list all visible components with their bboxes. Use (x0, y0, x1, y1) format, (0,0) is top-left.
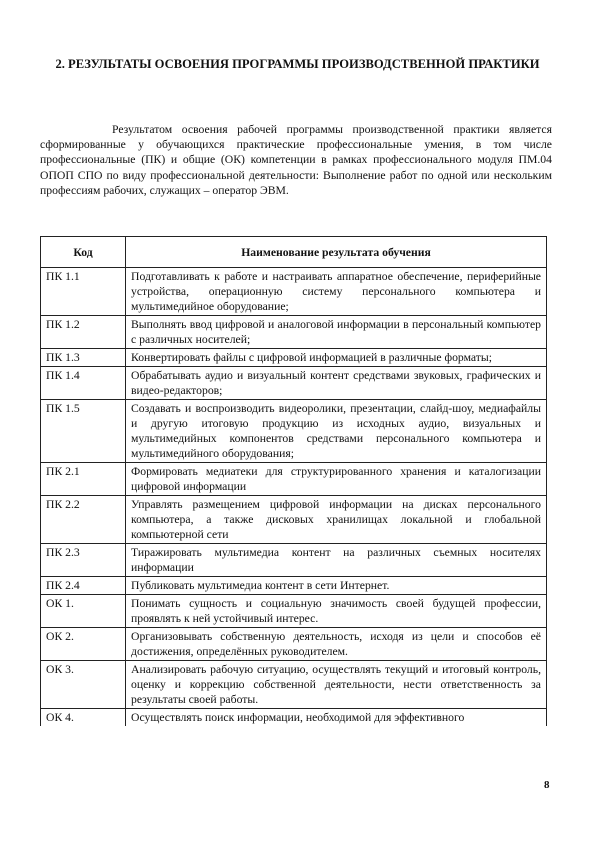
row-code: ОК 2. (41, 628, 126, 661)
header-name: Наименование результата обучения (126, 237, 547, 268)
row-code: ОК 3. (41, 661, 126, 709)
row-code: ПК 2.3 (41, 544, 126, 577)
row-description: Выполнять ввод цифровой и аналоговой информации в персональный компьютер с различных носителей; (126, 316, 547, 349)
row-code: ПК 1.5 (41, 400, 126, 463)
table-row (41, 268, 547, 316)
table-row (41, 463, 547, 496)
table-row (41, 709, 547, 727)
section-title: 2. РЕЗУЛЬТАТЫ ОСВОЕНИЯ ПРОГРАММЫ ПРОИЗВОДСТВЕННОЙ ПРАКТИКИ (55, 57, 540, 71)
row-description: Обрабатывать аудио и визуальный контент средствами звуковых, графических и видео-редакторов; (126, 367, 547, 400)
table-row (41, 577, 547, 595)
row-description: Организовывать собственную деятельность, исходя из цели и способов её достижения, определённых руководителем. (126, 628, 547, 661)
table-row (41, 595, 547, 628)
page-number: 8 (544, 779, 550, 791)
row-code: ПК 1.4 (41, 367, 126, 400)
row-code: ПК 2.2 (41, 496, 126, 544)
intro-paragraph (40, 122, 552, 198)
row-description: Понимать сущность и социальную значимость своей будущей профессии, проявлять к ней устойчивый интерес. (126, 595, 547, 628)
table-row (41, 496, 547, 544)
table-row (41, 316, 547, 349)
row-description: Тиражировать мультимедиа контент на различных съемных носителях информации (126, 544, 547, 577)
row-description: Управлять размещением цифровой информации на дисках персонального компьютера, а также дисковых хранилищах локальной и глобальной компьютерной сети (126, 496, 547, 544)
row-description: Осуществлять поиск информации, необходимой для эффективного (126, 709, 547, 727)
row-code: ОК 1. (41, 595, 126, 628)
intro-text: Результатом освоения рабочей программы производственной практики является сформированные у обучающихся практические профессиональные умения, в том числе профессиональные (ПК) и общие (ОК) компетенции в рамках профессионального модуля ПМ.04 ОПОП СПО по виду профессиональной деятельности: Выполнение работ по одной или нескольким профессиям рабочих, служащих – оператор ЭВМ. (40, 123, 552, 197)
row-description: Подготавливать к работе и настраивать аппаратное обеспечение, периферийные устройства, операционную систему персонального компьютера и мультимедийное оборудование; (126, 268, 547, 316)
row-code: ПК 2.1 (41, 463, 126, 496)
table-row (41, 349, 547, 367)
row-code: ПК 1.1 (41, 268, 126, 316)
table-row (41, 400, 547, 463)
row-description: Публиковать мультимедиа контент в сети Интернет. (126, 577, 547, 595)
row-description: Анализировать рабочую ситуацию, осуществлять текущий и итоговый контроль, оценку и коррекцию собственной деятельности, нести ответственность за результаты своей работы. (126, 661, 547, 709)
table-row (41, 661, 547, 709)
row-description: Конвертировать файлы с цифровой информацией в различные форматы; (126, 349, 547, 367)
row-description: Формировать медиатеки для структурированного хранения и каталогизации цифровой информации (126, 463, 547, 496)
header-code: Код (41, 237, 126, 268)
table-header-row (41, 237, 547, 268)
table-row (41, 367, 547, 400)
row-code: ОК 4. (41, 709, 126, 727)
row-code: ПК 1.2 (41, 316, 126, 349)
table-row (41, 628, 547, 661)
learning-outcomes-table (40, 236, 547, 726)
row-code: ПК 1.3 (41, 349, 126, 367)
row-code: ПК 2.4 (41, 577, 126, 595)
table-row (41, 544, 547, 577)
row-description: Создавать и воспроизводить видеоролики, презентации, слайд-шоу, медиафайлы и другую итоговую продукцию из исходных аудио, визуальных и мультимедийных компонентов средствами персонального компьютера и мультимедийного оборудования; (126, 400, 547, 463)
